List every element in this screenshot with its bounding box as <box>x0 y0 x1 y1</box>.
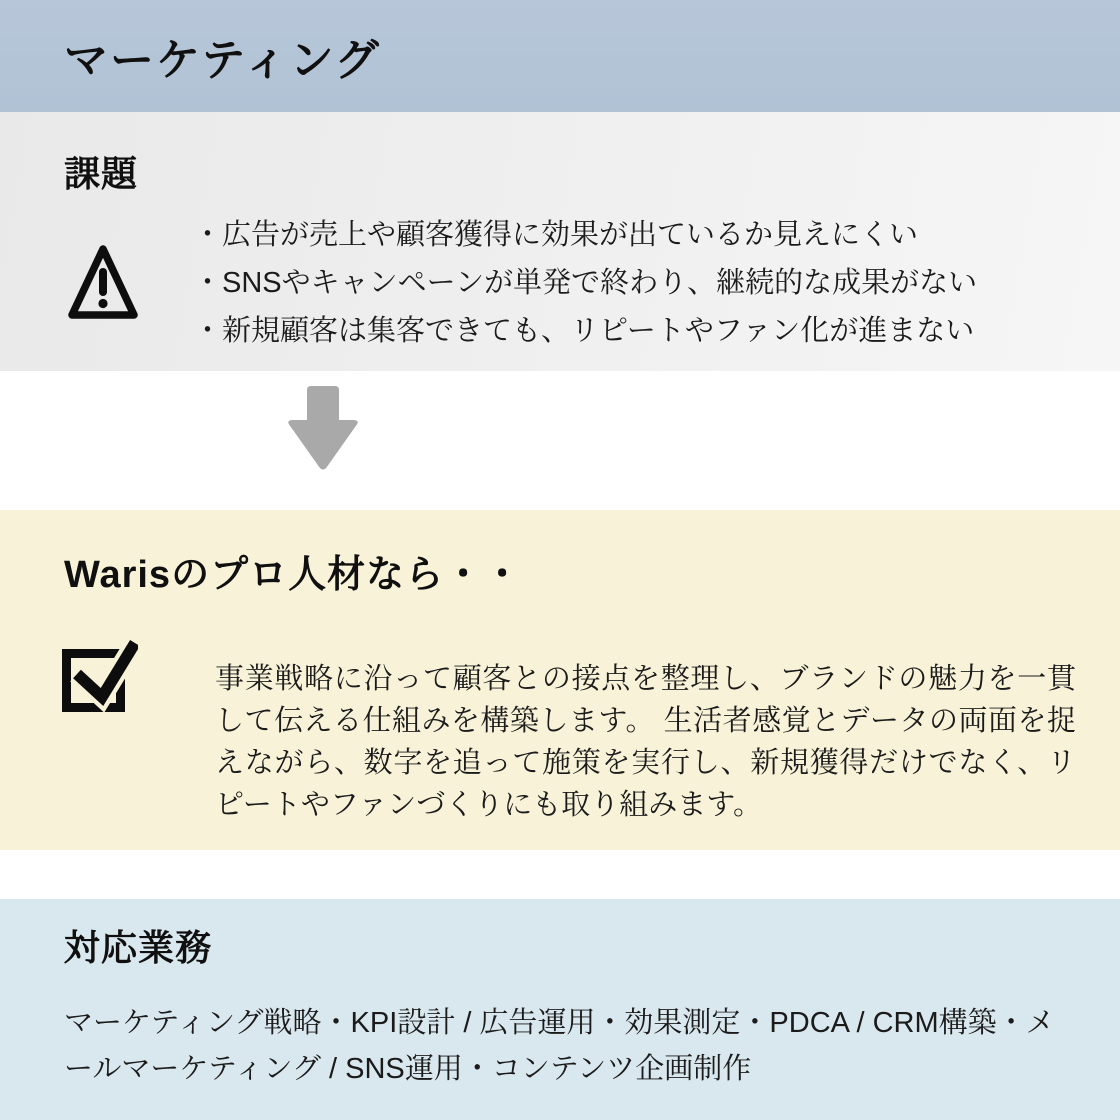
bullet-dot: ・ <box>193 267 223 299</box>
issues-bullet-list <box>193 211 977 355</box>
solution-section <box>0 510 1120 850</box>
bullet-text: 広告が売上や顧客獲得に効果が出ているか見えにくい <box>222 219 919 251</box>
warning-triangle-icon <box>65 242 141 324</box>
down-arrow-icon <box>286 386 360 472</box>
solution-heading: Warisのプロ人材なら・・ <box>64 554 523 596</box>
bullet-text: SNSやキャンペーンが単発で終わり、継続的な成果がない <box>222 267 978 299</box>
list-item <box>193 211 977 259</box>
transition-band <box>0 371 1120 510</box>
divider-gap <box>0 850 1120 899</box>
page-title: マーケティング <box>64 36 381 85</box>
services-heading: 対応業務 <box>64 927 213 968</box>
list-item <box>193 307 977 355</box>
services-section <box>0 899 1120 1120</box>
issues-heading: 課題 <box>64 153 139 194</box>
list-item <box>193 259 977 307</box>
bullet-text: 新規顧客は集客できても、リピートやファン化が進まない <box>222 315 975 347</box>
bullet-dot: ・ <box>193 315 223 347</box>
bullet-dot: ・ <box>193 219 223 251</box>
header-band <box>0 0 1120 112</box>
services-body: マーケティング戦略・KPI設計 / 広告運用・効果測定・PDCA / CRM構築・メールマーケティング / SNS運用・コンテンツ企画制作 <box>64 1007 1055 1085</box>
issues-section <box>0 112 1120 371</box>
solution-body: 事業戦略に沿って顧客との接点を整理し、ブランドの魅力を一貫して伝える仕組みを構築します。 生活者感覚とデータの両面を捉えながら、数字を追って施策を実行し、新規獲得だけでなく、リピートやファンづくりにも取り組みます。 <box>215 663 1076 821</box>
issues-row <box>64 211 1056 355</box>
checkbox-check-icon <box>62 637 138 713</box>
solution-row <box>64 629 1076 855</box>
